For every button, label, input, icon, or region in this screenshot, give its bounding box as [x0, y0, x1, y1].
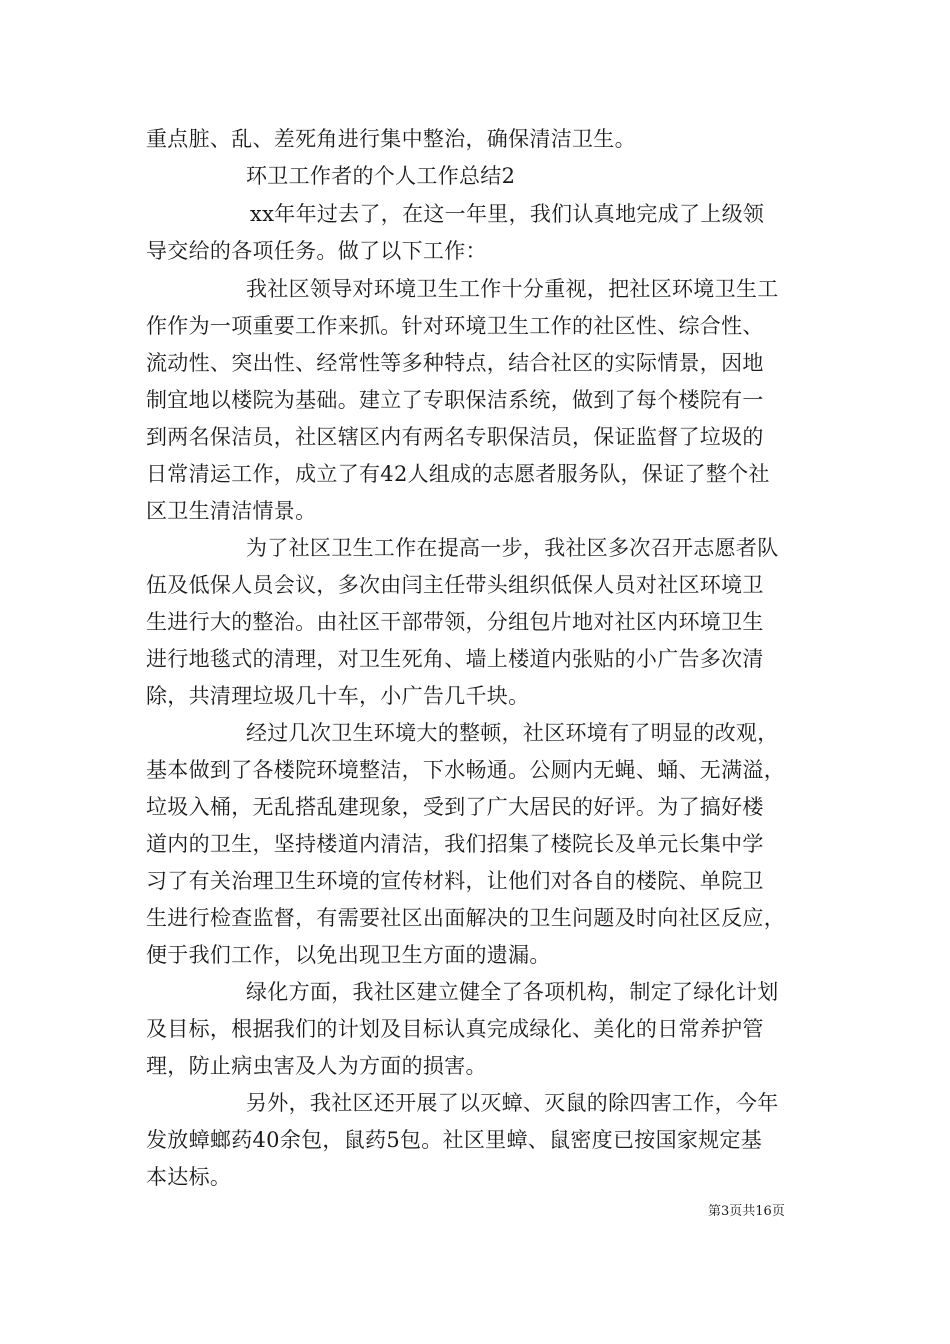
text-line: 绿化方面，我社区建立健全了各项机构，制定了绿化计划 — [246, 980, 779, 1004]
text-line: 发放蟑螂药40余包，鼠药5包。社区里蟑、鼠密度已按国家规定基 — [146, 1128, 763, 1152]
text-line: 为了社区卫生工作在提高一步，我社区多次召开志愿者队 — [246, 536, 779, 560]
text-line: 流动性、突出性、经常性等多种特点，结合社区的实际情景，因地 — [146, 351, 764, 375]
text-line: 到两名保洁员，社区辖区内有两名专职保洁员，保证监督了垃圾的 — [146, 425, 764, 449]
text-line: 本达标。 — [146, 1165, 232, 1189]
section-heading: 环卫工作者的个人工作总结2 — [246, 164, 516, 188]
text-line: 生进行大的整治。由社区干部带领，分组包片地对社区内环境卫生 — [146, 610, 764, 634]
text-line: 我社区领导对环境卫生工作十分重视，把社区环境卫生工 — [246, 277, 779, 301]
text-line: 另外，我社区还开展了以灭蟑、灭鼠的除四害工作，今年 — [246, 1091, 779, 1115]
text-line: 除，共清理垃圾几十车，小广告几千块。 — [146, 684, 530, 708]
text-line: 道内的卫生，坚持楼道内清洁，我们招集了楼院长及单元长集中学 — [146, 832, 764, 856]
text-line: 及目标，根据我们的计划及目标认真完成绿化、美化的日常养护管 — [146, 1017, 764, 1041]
text-line: 垃圾入桶，无乱搭乱建现象，受到了广大居民的好评。为了搞好楼 — [146, 795, 764, 819]
text-line: 习了有关治理卫生环境的宣传材料，让他们对各自的楼院、单院卫 — [146, 869, 764, 893]
text-line: 区卫生清洁情景。 — [146, 499, 317, 523]
text-line: 日常清运工作，成立了有42人组成的志愿者服务队，保证了整个社 — [146, 462, 770, 486]
text-line: 进行地毯式的清理，对卫生死角、墙上楼道内张贴的小广告多次清 — [146, 647, 764, 671]
text-line: 导交给的各项任务。做了以下工作： — [146, 239, 487, 263]
text-line: xx年年过去了，在这一年里，我们认真地完成了上级领 — [250, 202, 765, 226]
page-number-footer: 第3页共16页 — [708, 1204, 785, 1219]
text-line: 理，防止病虫害及人为方面的损害。 — [146, 1054, 487, 1078]
text-line: 伍及低保人员会议，多次由闫主任带头组织低保人员对社区环境卫 — [146, 573, 764, 597]
text-line: 制宜地以楼院为基础。建立了专职保洁系统，做到了每个楼院有一 — [146, 388, 764, 412]
text-line: 作作为一项重要工作来抓。针对环境卫生工作的社区性、综合性、 — [146, 314, 764, 338]
text-line: 基本做到了各楼院环境整洁，下水畅通。公厕内无蝇、蛹、无满溢， — [146, 758, 785, 782]
text-line: 重点脏、乱、差死角进行集中整治，确保清洁卫生。 — [146, 127, 636, 151]
text-line: 生进行检查监督，有需要社区出面解决的卫生问题及时向社区反应， — [146, 906, 785, 930]
text-line: 经过几次卫生环境大的整顿，社区环境有了明显的改观， — [246, 721, 779, 745]
text-line: 便于我们工作，以免出现卫生方面的遗漏。 — [146, 943, 551, 967]
